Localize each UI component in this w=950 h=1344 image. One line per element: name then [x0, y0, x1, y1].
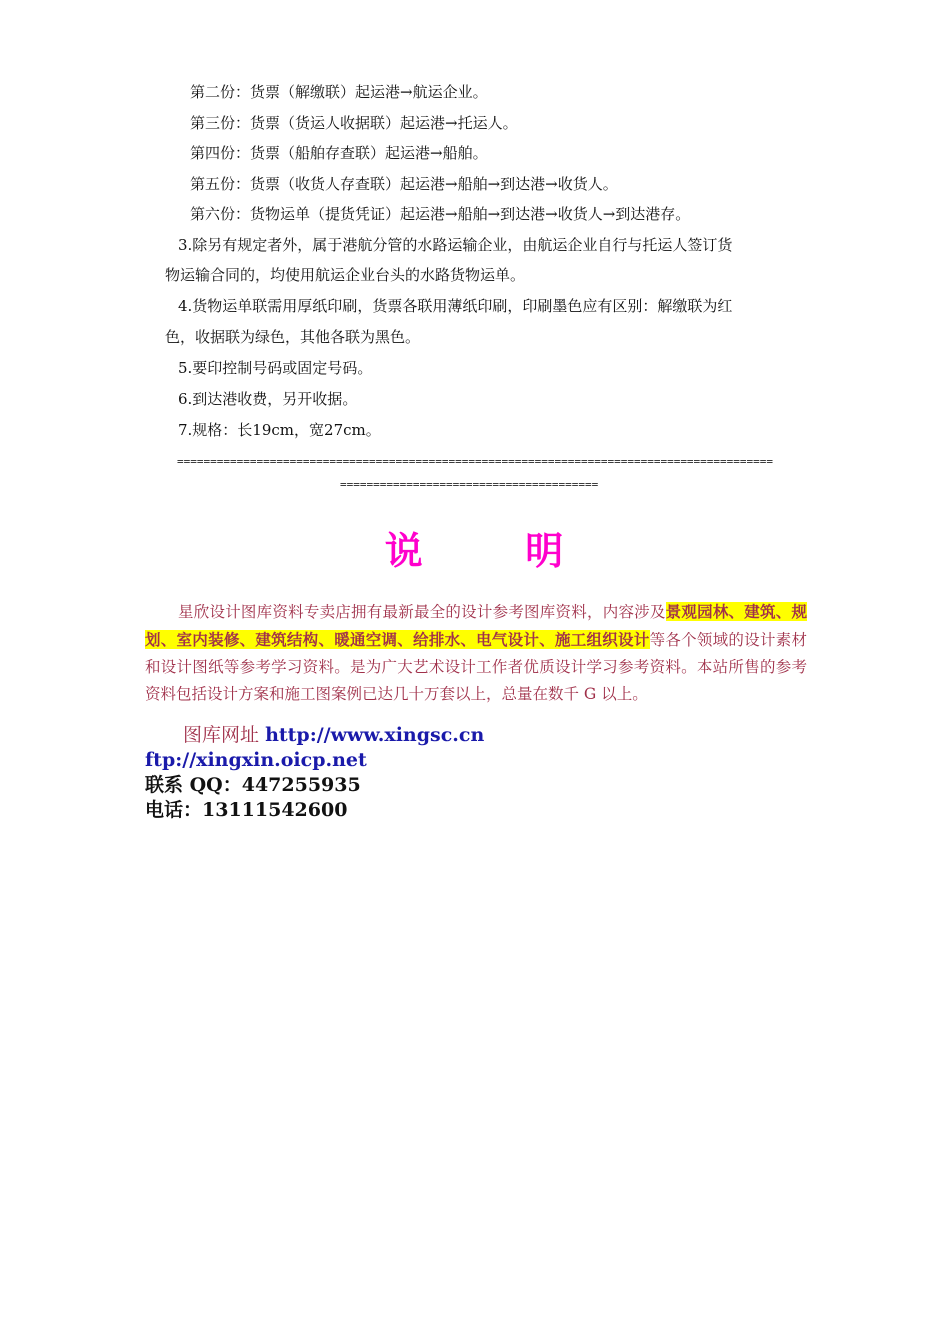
rule-3-line-1: 3.除另有规定者外，属于港航分管的水路运输企业，由航运企业自行与托运人签订货 — [178, 236, 733, 254]
phone-label: 电话： — [145, 799, 203, 821]
phone-row — [145, 798, 347, 822]
ftp-url-link[interactable]: ftp://xingxin.oicp.net — [145, 749, 367, 771]
separator-line-1: ========================================================================================== — [177, 455, 774, 468]
notice-text-after: 等各个领域的设计素材和设计图纸等参考学习资料。是为广大艺术设计工作者优质设计学习参考资料。本站所售的参考资料包括设计方案和施工图案例已达几十万套以上，总量在数千 G 以上。 — [145, 631, 807, 703]
qq-row — [145, 773, 361, 797]
copy-line-2: 第二份：货票（解缴联）起运港→航运企业。 — [190, 83, 488, 101]
site-label: 图库网址 — [183, 724, 260, 746]
notice-paragraph — [145, 598, 807, 708]
rule-6: 6.到达港收费，另开收据。 — [178, 390, 358, 408]
notice-title-char-1: 说 — [384, 529, 425, 573]
separator-line-2: ======================================= — [340, 478, 599, 491]
rule-4-line-1: 4.货物运单联需用厚纸印刷，货票各联用薄纸印刷，印刷墨色应有区别：解缴联为红 — [178, 297, 733, 315]
copy-line-4: 第四份：货票（船舶存查联）起运港→船舶。 — [190, 144, 488, 162]
qq-value: 447255935 — [241, 774, 361, 796]
notice-text-before: 星欣设计图库资料专卖店拥有最新最全的设计参考图库资料，内容涉及 — [178, 603, 666, 621]
site-row — [183, 723, 484, 747]
notice-highlight-categories: 景观园林、建筑、规划、室内装修、建筑结构、暖通空调、给排水、电气设计、施工组织设计 — [145, 602, 807, 649]
site-url-link[interactable]: http://www.xingsc.cn — [265, 724, 485, 746]
copy-line-5: 第五份：货票（收货人存查联）起运港→船舶→到达港→收货人。 — [190, 175, 618, 193]
notice-title-char-2: 明 — [525, 529, 566, 573]
copy-line-6: 第六份：货物运单（提货凭证）起运港→船舶→到达港→收货人→到达港存。 — [190, 205, 691, 223]
qq-label: 联系 QQ： — [145, 774, 242, 796]
rule-4-line-2: 色，收据联为绿色，其他各联为黑色。 — [165, 328, 421, 346]
rule-5: 5.要印控制号码或固定号码。 — [178, 359, 373, 377]
rule-7: 7.规格：长19cm，宽27cm。 — [178, 421, 381, 439]
rule-3-line-2: 物运输合同的，均使用航运企业台头的水路货物运单。 — [165, 266, 526, 284]
phone-value: 13111542600 — [202, 799, 348, 821]
notice-title — [0, 520, 950, 575]
copy-line-3: 第三份：货票（货运人收据联）起运港→托运人。 — [190, 114, 518, 132]
